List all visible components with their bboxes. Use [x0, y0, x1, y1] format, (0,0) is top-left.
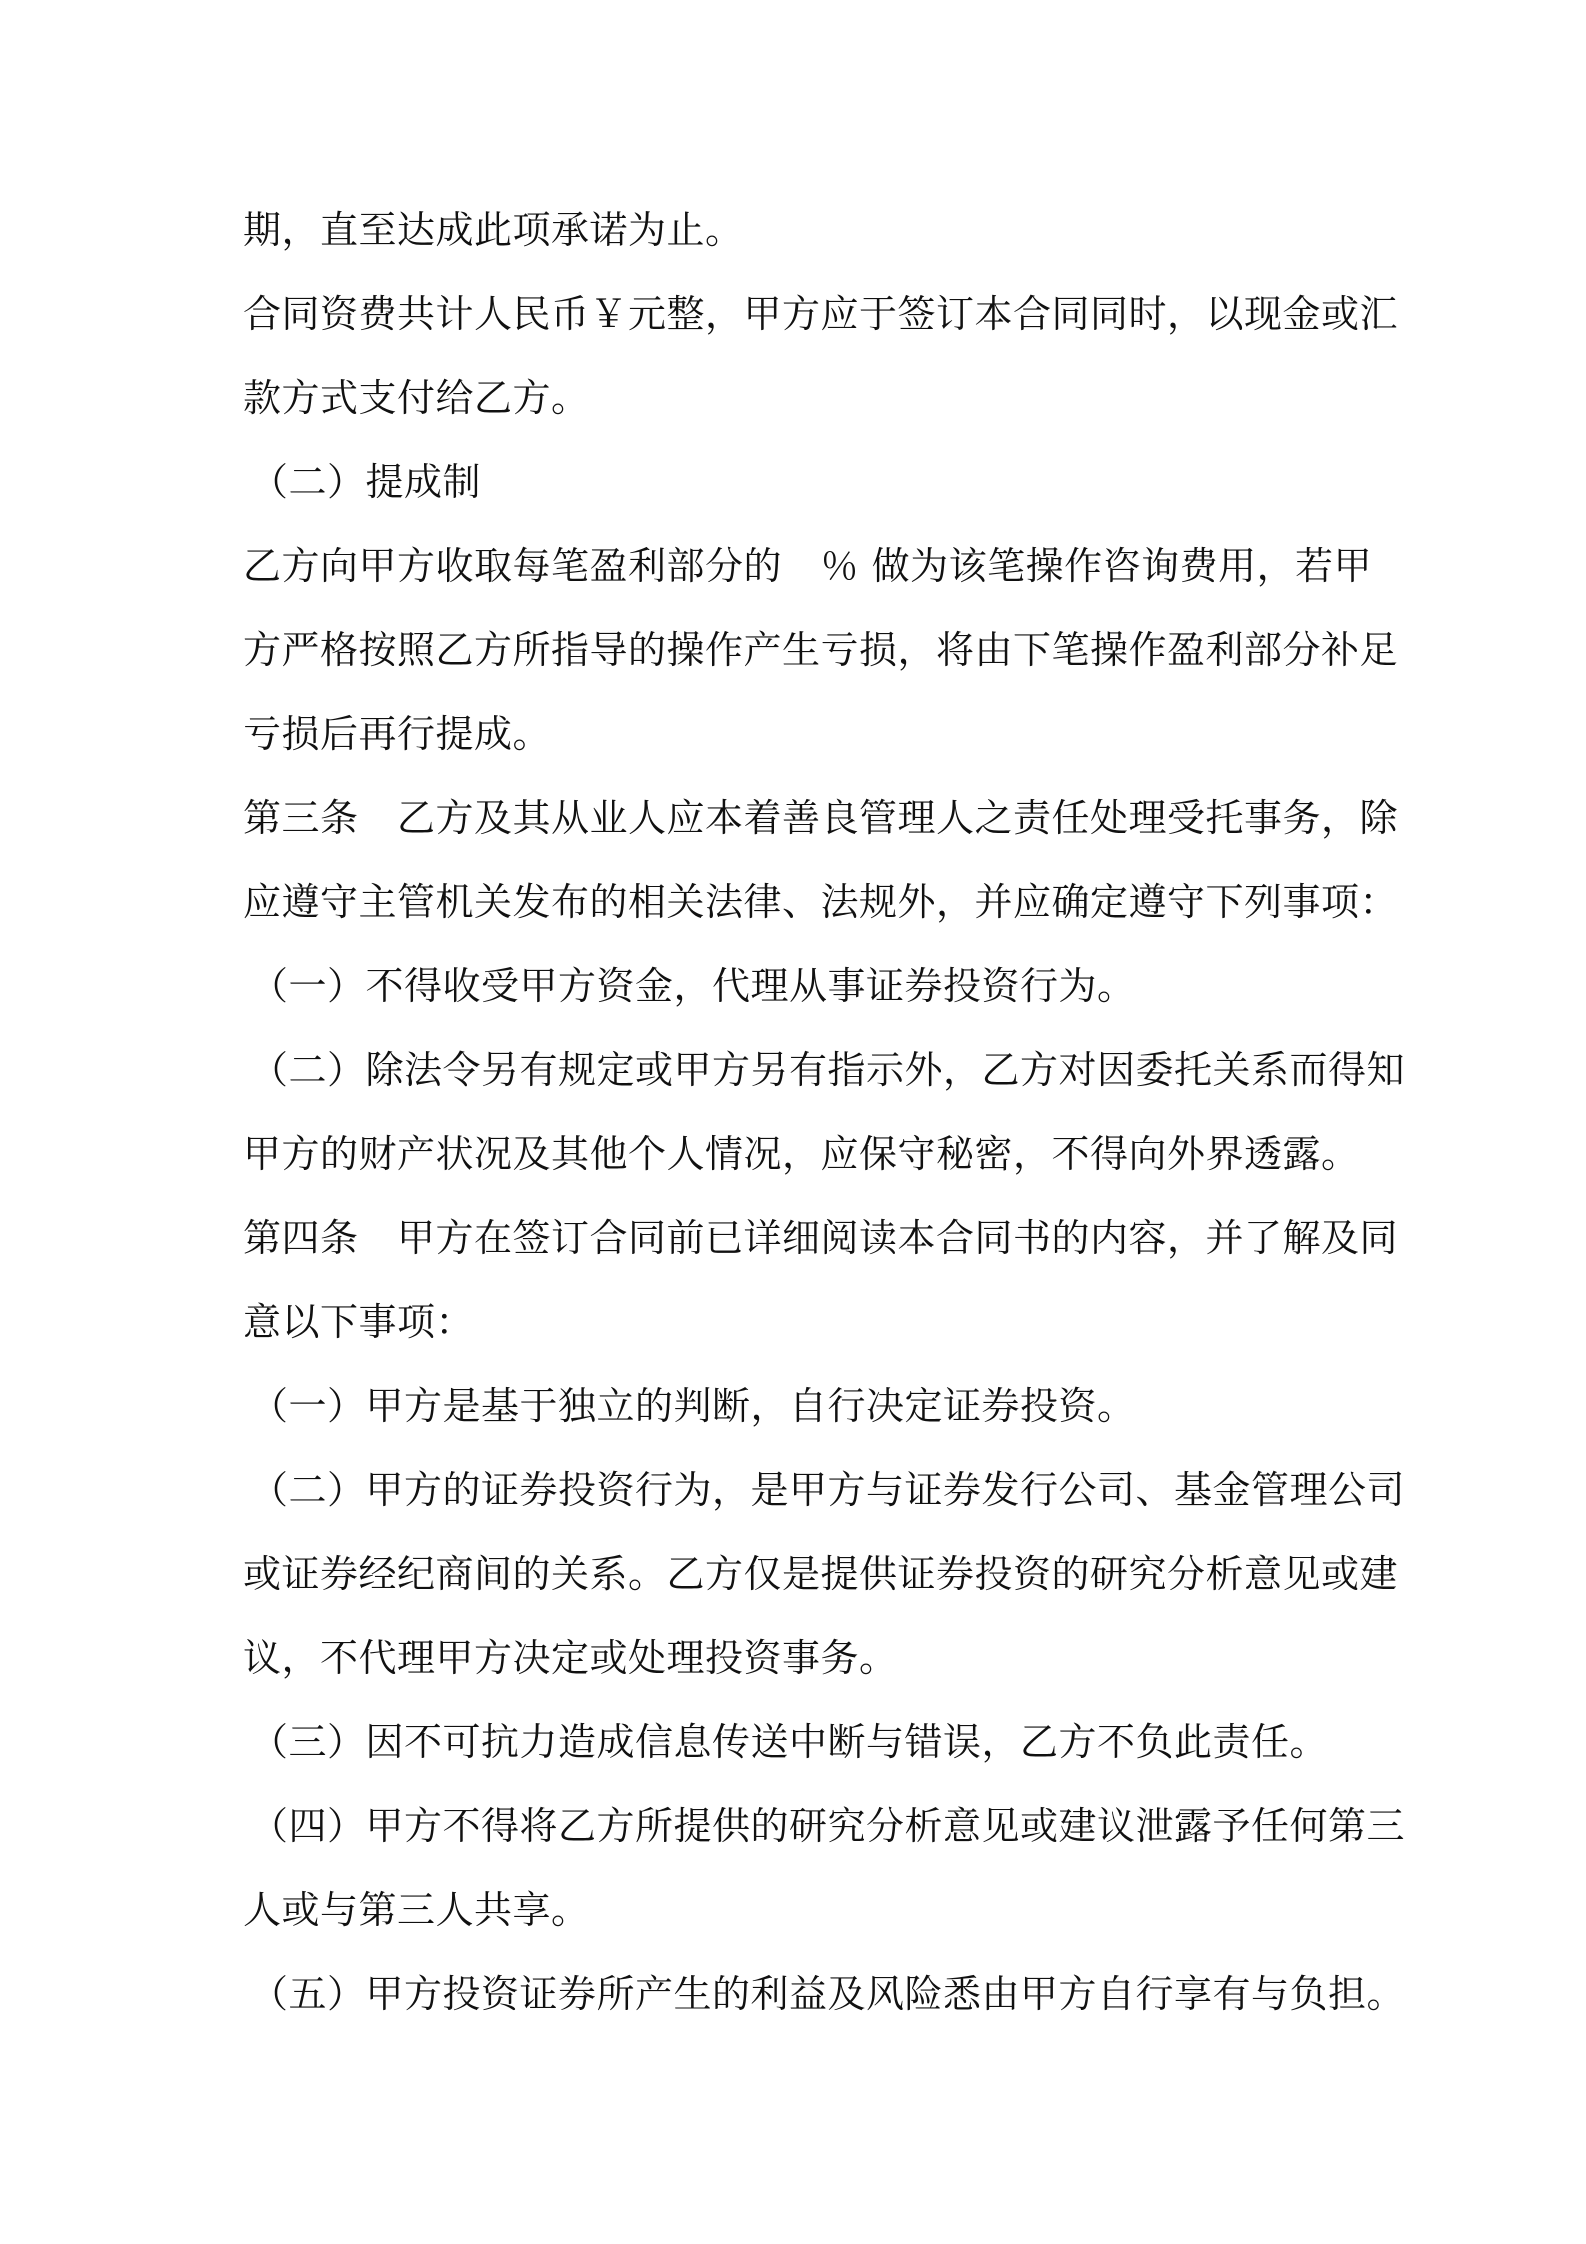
article-heading: 第四条 甲方在签订合同前已详细阅读本合同书的内容，并了解及同	[243, 1216, 1399, 1260]
list-item: （一）甲方是基于独立的判断，自行决定证券投资。	[250, 1384, 1136, 1428]
list-item: （一）不得收受甲方资金，代理从事证券投资行为。	[250, 964, 1136, 1008]
article-heading: 第三条 乙方及其从业人应本着善良管理人之责任处理受托事务，除	[243, 796, 1399, 840]
text-line: 意以下事项：	[243, 1300, 475, 1344]
list-item: （四）甲方不得将乙方所提供的研究分析意见或建议泄露予任何第三	[250, 1804, 1406, 1848]
text-line: 款方式支付给乙方。	[243, 376, 590, 420]
text-line: 应遵守主管机关发布的相关法律、法规外，并应确定遵守下列事项：	[243, 880, 1399, 924]
text-line: 或证券经纪商间的关系。乙方仅是提供证券投资的研究分析意见或建	[243, 1552, 1399, 1596]
text-line: 合同资费共计人民币￥元整，甲方应于签订本合同同时，以现金或汇	[243, 292, 1399, 336]
text-line: 甲方的财产状况及其他个人情况，应保守秘密，不得向外界透露。	[243, 1132, 1360, 1176]
text-line: 乙方向甲方收取每笔盈利部分的 ％ 做为该笔操作咨询费用，若甲	[243, 544, 1373, 588]
text-line: 议，不代理甲方决定或处理投资事务。	[243, 1636, 898, 1680]
list-item: （三）因不可抗力造成信息传送中断与错误，乙方不负此责任。	[250, 1720, 1329, 1764]
text-line: 方严格按照乙方所指导的操作产生亏损，将由下笔操作盈利部分补足	[243, 628, 1399, 672]
text-line: 人或与第三人共享。	[243, 1888, 590, 1932]
list-item: （二）甲方的证券投资行为，是甲方与证券发行公司、基金管理公司	[250, 1468, 1406, 1512]
section-heading: （二）提成制	[250, 460, 482, 504]
list-item: （二）除法令另有规定或甲方另有指示外，乙方对因委托关系而得知	[250, 1048, 1406, 1092]
text-line: 期，直至达成此项承诺为止。	[243, 208, 744, 252]
list-item: （五）甲方投资证券所产生的利益及风险悉由甲方自行享有与负担。	[250, 1972, 1406, 2016]
text-line: 亏损后再行提成。	[243, 712, 552, 756]
